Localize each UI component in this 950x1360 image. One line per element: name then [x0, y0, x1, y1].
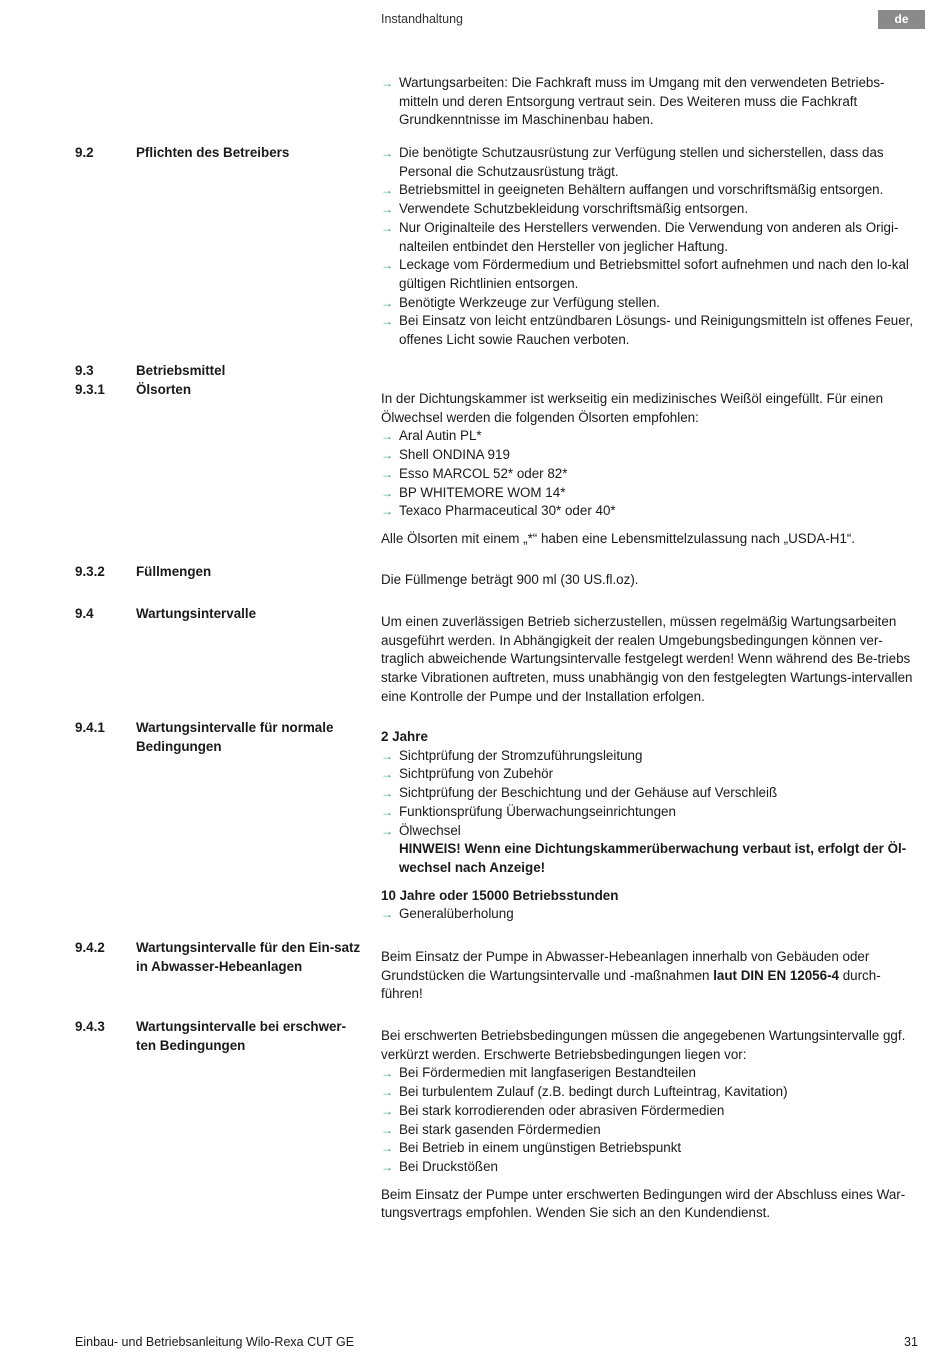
section-title: Ölsorten [136, 382, 192, 397]
section-number: 9.2 [75, 145, 94, 160]
operator-duties-list [381, 144, 921, 350]
list-item-text: Bei stark gasenden Fördermedien [399, 1121, 601, 1137]
list-item-text: Wartungsarbeiten: Die Fachkraft muss im Umgang mit den verwendeten Betriebs-mitteln und deren Entsorgung vertraut sein. Des Weiteren muss die Fachkraft Grundkenntnisse im Maschinenbau haben. [399, 75, 885, 128]
arrow-right-icon: → [381, 1159, 393, 1174]
list-item-text: BP WHITEMORE WOM 14* [399, 484, 566, 500]
list-item-text: Betriebsmittel in geeigneten Behältern auffangen und vorschriftsmäßig entsorgen. [399, 182, 884, 198]
section-9-4-2-heading [75, 939, 365, 976]
arrow-right-icon: → [381, 314, 393, 329]
section-9-4-heading [75, 605, 365, 624]
section-9-4-3-body [381, 1027, 921, 1223]
interval-2-years-heading: 2 Jahre [381, 729, 428, 744]
section-number: 9.3 [75, 363, 94, 378]
list-item-text: Generalüberholung [399, 906, 514, 922]
list-item-text: Sichtprüfung von Zubehör [399, 766, 554, 782]
section-number: 9.3.1 [75, 382, 105, 397]
list-item-text: Bei Betrieb in einem ungünstigen Betriebspunkt [399, 1140, 682, 1156]
list-item [381, 144, 921, 181]
section-9-3-1-heading [75, 381, 365, 400]
arrow-right-icon: → [381, 1066, 393, 1081]
list-item [381, 784, 921, 803]
list-item [381, 74, 921, 130]
lifting-plant-text [381, 948, 921, 1004]
section-title: Füllmengen [136, 564, 212, 579]
arrow-right-icon: → [381, 295, 393, 310]
list-item [381, 256, 921, 293]
arrow-right-icon: → [381, 202, 393, 217]
section-title: Betriebsmittel [136, 363, 226, 378]
list-item-text: Bei turbulentem Zulauf (z.B. bedingt durch Lufteintrag, Kavitation) [399, 1084, 788, 1100]
list-item-text: Funktionsprüfung Überwachungseinrichtungen [399, 803, 676, 819]
list-item [381, 765, 921, 784]
list-item-text: Verwendete Schutzbekleidung vorschriftsmäßig entsorgen. [399, 201, 749, 217]
arrow-right-icon: → [381, 804, 393, 819]
arrow-right-icon: → [381, 183, 393, 198]
list-item-text: Die benötigte Schutzausrüstung zur Verfügung stellen und sicherstellen, dass das Personal die Schutzausrüstung trägt. [399, 145, 884, 179]
hint-text: HINWEIS! Wenn eine Dichtungskammerüberwachung verbaut ist, erfolgt der Öl-wechsel nach Anzeige! [399, 841, 907, 875]
list-item [381, 181, 921, 200]
section-9-4-1-heading [75, 719, 365, 756]
section-9-4-2-body [381, 948, 921, 1004]
list-item-text: Nur Originalteile des Herstellers verwenden. Die Verwendung von anderen als Origi-nalteilen entbindet den Hersteller von jeglicher Haftung. [399, 219, 899, 254]
section-9-4-3-heading [75, 1018, 365, 1055]
arrow-right-icon: → [381, 429, 393, 444]
section-number: 9.3.2 [75, 564, 105, 579]
norm-reference: laut DIN EN 12056-4 [713, 967, 839, 983]
footer-document-title: Einbau- und Betriebsanleitung Wilo-Rexa CUT GE [75, 1335, 355, 1349]
arrow-right-icon: → [381, 1141, 393, 1156]
list-item [381, 294, 921, 313]
interval-10-years-heading: 10 Jahre oder 15000 Betriebsstunden [381, 887, 619, 903]
section-number: 9.4.2 [75, 940, 105, 955]
section-9-3-2-body [381, 571, 921, 590]
list-item [381, 502, 921, 521]
section-9-2-heading [75, 144, 365, 163]
arrow-right-icon: → [381, 1085, 393, 1100]
arrow-right-icon: → [381, 907, 393, 922]
list-item-text: Sichtprüfung der Stromzuführungsleitung [399, 747, 643, 763]
arrow-right-icon: → [381, 258, 393, 273]
list-item-text: Aral Autin PL* [399, 428, 482, 444]
list-item-text: Ölwechsel [399, 822, 461, 838]
list-item-text: Leckage vom Fördermedium und Betriebsmittel sofort aufnehmen und nach den lo-kal gültigen Richtlinien entsorgen. [399, 257, 909, 291]
section-9-3-1-body [381, 390, 921, 549]
maintenance-intro: Um einen zuverlässigen Betrieb sicherzustellen, müssen regelmäßig Wartungsarbeiten ausgeführt werden. In Abhängigkeit der realen Umgebungsbedingungen können ver-traglich abweichende Wartungsintervalle festgelegt werden! Wenn während des Be-triebs starke Vibrationen auftreten, muss unabhängig von den festgelegten Wartungs-intervallen eine Kontrolle der Pumpe und der Installation erfolgen. [381, 614, 913, 704]
fill-quantity-text: Die Füllmenge beträgt 900 ml (30 US.fl.oz). [381, 572, 639, 587]
harsh-conditions-intro: Bei erschwerten Betriebsbedingungen müssen die angegebenen Wartungsintervalle ggf. verkürzt werden. Erschwerte Betriebsbedingungen liegen vor: [381, 1028, 906, 1062]
list-item [381, 905, 921, 924]
text-part: Beim Einsatz der Pumpe in Abwasser-Hebeanlagen innerhalb von Gebäuden oder Grundstücken die Wartungsintervalle und -maßnahmen [381, 949, 870, 983]
arrow-right-icon: → [381, 823, 393, 838]
list-item [381, 803, 921, 822]
arrow-right-icon: → [381, 1122, 393, 1137]
list-item [381, 747, 921, 766]
list-item [381, 1139, 921, 1158]
list-item [381, 1158, 921, 1177]
arrow-right-icon: → [381, 76, 393, 90]
list-item-text: Bei Druckstößen [399, 1158, 498, 1174]
section-title: Wartungsintervalle für normale Bedingungen [136, 720, 334, 754]
list-item [381, 822, 921, 841]
harsh-conditions-list [381, 1064, 921, 1176]
footer-page-number: 31 [904, 1335, 918, 1349]
list-item-text: Bei Einsatz von leicht entzündbaren Lösungs- und Reinigungsmitteln ist offenes Feuer, offenes Licht sowie Rauchen verboten. [399, 313, 914, 348]
list-item-text: Texaco Pharmaceutical 30* oder 40* [399, 503, 616, 519]
arrow-right-icon: → [381, 1103, 393, 1118]
language-badge: de [878, 10, 925, 29]
list-item [381, 1083, 921, 1102]
text-part: durch-führen! [381, 967, 881, 1002]
section-title: Wartungsintervalle bei erschwer-ten Bedingungen [136, 1019, 347, 1053]
list-item-text: Bei Fördermedien mit langfaserigen Bestandteilen [399, 1065, 696, 1081]
section-9-3-2-heading [75, 563, 365, 582]
list-item [381, 1102, 921, 1121]
oil-intro: In der Dichtungskammer ist werkseitig ein medizinisches Weißöl eingefüllt. Für einen Ölwechsel werden die folgenden Ölsorten empfohlen: [381, 391, 884, 425]
arrow-right-icon: → [381, 485, 393, 500]
arrow-right-icon: → [381, 146, 393, 160]
section-9-3-heading [75, 362, 365, 381]
block-top [381, 74, 921, 130]
arrow-right-icon: → [381, 220, 393, 235]
list-item [381, 312, 921, 349]
list-item [381, 446, 921, 465]
list-item-text: Shell ONDINA 919 [399, 447, 510, 463]
list-item-text: Benötigte Werkzeuge zur Verfügung stellen. [399, 294, 661, 310]
oil-types-list [381, 427, 921, 521]
header-title: Instandhaltung [381, 12, 464, 26]
list-item [381, 465, 921, 484]
section-9-4-1-body [381, 728, 921, 924]
interval-2-years-list [381, 747, 921, 841]
list-item [381, 427, 921, 446]
interval-10-years-list [381, 905, 921, 924]
arrow-right-icon: → [381, 748, 393, 763]
section-9-2-body [381, 144, 921, 350]
section-title: Pflichten des Betreibers [136, 145, 290, 160]
section-title: Wartungsintervalle für den Ein-satz in Abwasser-Hebeanlagen [136, 940, 361, 974]
list-item [381, 1064, 921, 1083]
section-number: 9.4 [75, 606, 94, 621]
arrow-right-icon: → [381, 504, 393, 519]
list-item-text: Esso MARCOL 52* oder 82* [399, 465, 568, 481]
section-title: Wartungsintervalle [136, 606, 257, 621]
arrow-right-icon: → [381, 448, 393, 463]
list-item [381, 200, 921, 219]
harsh-conditions-outro: Beim Einsatz der Pumpe unter erschwerten Bedingungen wird der Abschluss eines War-tungsvertrags empfohlen. Wenden Sie sich an den Kundendienst. [381, 1186, 906, 1221]
list-item-text: Bei stark korrodierenden oder abrasiven Fördermedien [399, 1102, 725, 1118]
oil-note: Alle Ölsorten mit einem „*“ haben eine Lebensmittelzulassung nach „USDA-H1“. [381, 530, 856, 546]
section-9-4-body [381, 613, 921, 707]
section-number: 9.4.1 [75, 720, 105, 735]
list-item [381, 219, 921, 256]
arrow-right-icon: → [381, 767, 393, 782]
list-item-text: Sichtprüfung der Beschichtung und der Gehäuse auf Verschleiß [399, 785, 778, 801]
section-number: 9.4.3 [75, 1019, 105, 1034]
list-item [381, 484, 921, 503]
arrow-right-icon: → [381, 466, 393, 481]
arrow-right-icon: → [381, 786, 393, 801]
list-top [381, 74, 921, 130]
list-item [381, 1121, 921, 1140]
